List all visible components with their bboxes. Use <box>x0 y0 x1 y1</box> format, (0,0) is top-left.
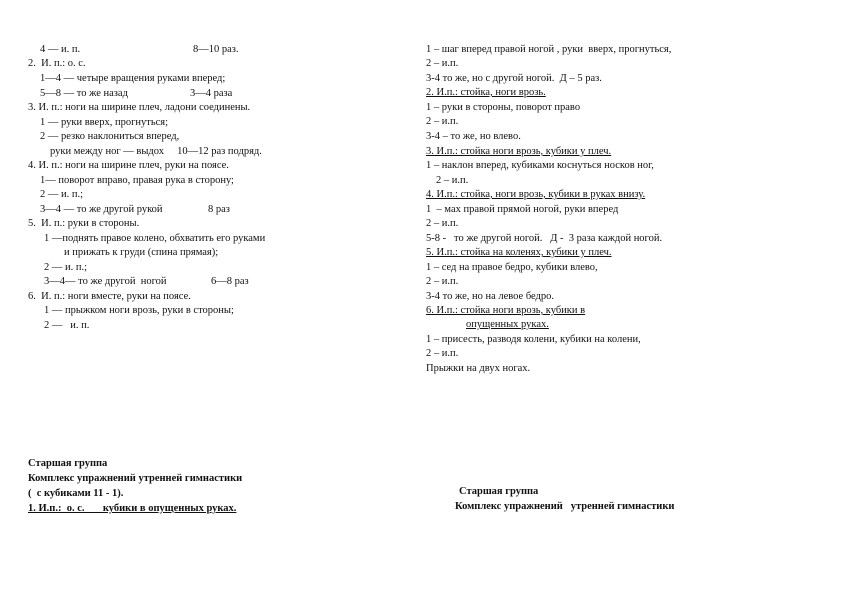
right-line-7: 3-4 – то же, но влево. <box>426 131 521 142</box>
left-line-2: 2. И. п.: о. с. <box>28 58 86 69</box>
left-line-14: 1 —поднять правое колено, обхватить его руками <box>44 233 266 244</box>
right-line-20: опущенных руках. <box>466 319 549 330</box>
left-line-19: 1 — прыжком ноги врозь, руки в стороны; <box>44 305 234 316</box>
left-line-8: руки между ног — выдох 10—12 раз подряд. <box>50 146 262 157</box>
right-line-16: 1 – сед на правое бедро, кубики влево, <box>426 262 598 273</box>
left-line-1: 4 — и. п. <box>40 44 81 55</box>
right-line-6: 2 – и.п. <box>426 116 459 127</box>
left-line-10: 1— поворот вправо, правая рука в сторону; <box>40 175 234 186</box>
left-line-3: 1—4 — четыре вращения руками вперед; <box>40 73 226 84</box>
right-line-15: 5. И.п.: стойка на коленях, кубики у плеч. <box>426 247 612 258</box>
left-line-15: и прижать к груди (спина прямая); <box>64 247 219 258</box>
left-line-18: 6. И. п.: ноги вместе, руки на поясе. <box>28 291 191 302</box>
right-line-1: 1 – шаг вперед правой ногой , руки вверх, прогнуться, <box>426 44 672 55</box>
left-group-title: Старшая группа <box>28 458 108 469</box>
left-line-4-count: 3—4 раза <box>190 88 233 99</box>
left-complex-title: Комплекс упражнений утренней гимнастики <box>28 473 243 484</box>
right-line-8: 3. И.п.: стойка ноги врозь, кубики у плеч. <box>426 146 612 157</box>
right-line-9: 1 – наклон вперед, кубиками коснуться носков ног, <box>426 160 654 171</box>
left-line-6: 1 — руки вверх, прогнуться; <box>40 117 169 128</box>
right-line-12: 1 – мах правой прямой ногой, руки вперед <box>426 204 619 215</box>
left-line-5: 3. И. п.: ноги на ширине плеч, ладони соединены. <box>28 102 251 113</box>
left-line-13: 5. И. п.: руки в стороны. <box>28 218 140 229</box>
left-line-9: 4. И. п.: ноги на ширине плеч, руки на поясе. <box>28 160 229 171</box>
left-line-12: 3—4 — то же другой рукой <box>40 204 163 215</box>
right-line-14: 5-8 - то же другой ногой. Д - 3 раза каждой ногой. <box>426 233 663 244</box>
right-line-17: 2 – и.п. <box>426 276 459 287</box>
left-line-11: 2 — и. п.; <box>40 189 84 200</box>
left-line-1-count: 8—10 раз. <box>193 44 239 55</box>
right-group-title: Старшая группа <box>459 486 539 497</box>
left-line-20: 2 — и. п. <box>44 320 90 331</box>
left-complex-subtitle: ( с кубиками 11 - 1). <box>28 488 124 499</box>
right-line-2: 2 – и.п. <box>426 58 459 69</box>
right-line-22: 2 – и.п. <box>426 348 459 359</box>
right-line-10: 2 – и.п. <box>436 175 469 186</box>
right-line-21: 1 – присесть, разводя колени, кубики на колени, <box>426 334 641 345</box>
right-line-11: 4. И.п.: стойка, ноги врозь, кубики в руках внизу. <box>426 189 646 200</box>
left-line-16: 2 — и. п.; <box>44 262 88 273</box>
left-line-12-count: 8 раз <box>208 204 230 215</box>
left-line-17-count: 6—8 раз <box>211 276 249 287</box>
right-line-13: 2 – и.п. <box>426 218 459 229</box>
right-line-3: 3-4 то же, но с другой ногой. Д – 5 раз. <box>426 73 602 84</box>
left-first-exercise: 1. И.п.: о. с. кубики в опущенных руках. <box>28 503 237 514</box>
right-complex-title: Комплекс упражнений утренней гимнастики <box>455 501 675 512</box>
right-line-4: 2. И.п.: стойка, ноги врозь. <box>426 87 546 98</box>
right-line-5: 1 – руки в стороны, поворот право <box>426 102 581 113</box>
right-line-18: 3-4 то же, но на левое бедро. <box>426 291 555 302</box>
left-line-17: 3—4— то же другой ногой <box>44 276 167 287</box>
left-line-4: 5—8 — то же назад <box>40 88 128 99</box>
right-line-23: Прыжки на двух ногах. <box>426 363 531 374</box>
left-line-7: 2 — резко наклониться вперед, <box>40 131 180 142</box>
right-line-19: 6. И.п.: стойка ноги врозь, кубики в <box>426 305 586 316</box>
